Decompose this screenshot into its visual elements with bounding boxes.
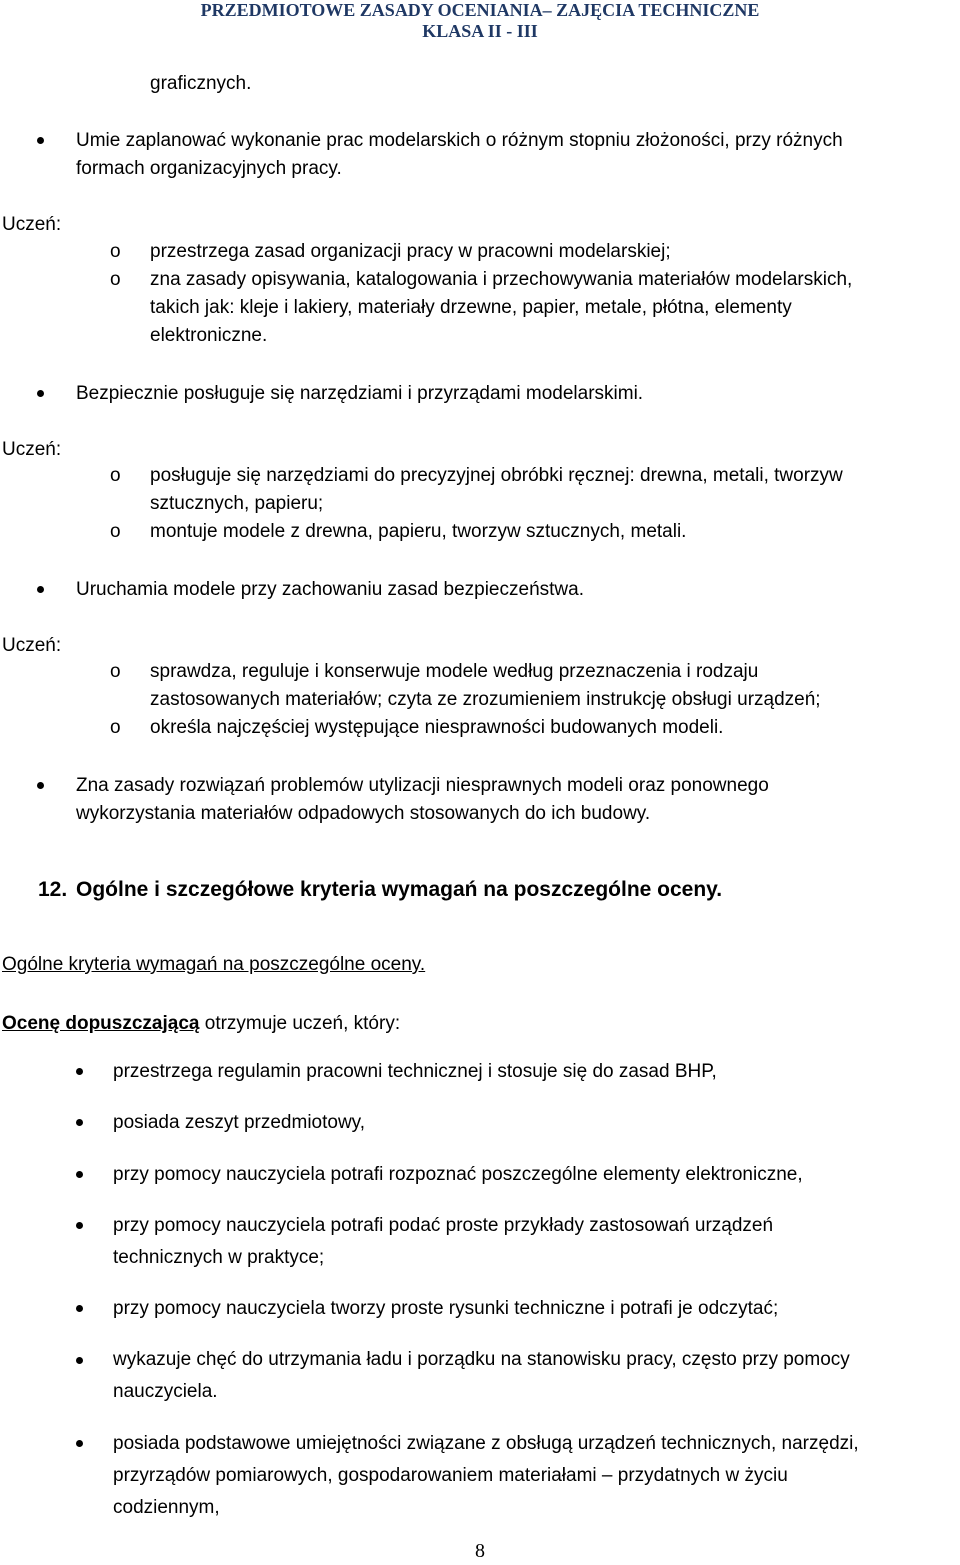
- bullet-recycle-line1: Zna zasady rozwiązań problemów utylizacji niesprawnych modeli oraz ponownego: [76, 775, 769, 796]
- section-title: Ogólne i szczegółowe kryteria wymagań na poszczególne oceny.: [76, 878, 723, 901]
- block2-item1-line2: sztucznych, papieru;: [150, 493, 324, 514]
- criteria-item-7-line3: codziennym,: [113, 1497, 220, 1518]
- uczen-label: Uczeń:: [2, 635, 62, 656]
- bullet-icon: [37, 390, 44, 397]
- circle-bullet-icon: o: [110, 465, 121, 486]
- bullet-icon: [76, 1222, 83, 1229]
- header-class: KLASA II - III: [422, 21, 538, 41]
- bullet-icon: [37, 782, 44, 789]
- header-title: PRZEDMIOTOWE ZASADY OCENIANIA– ZAJĘCIA TECHNICZNE: [200, 0, 760, 20]
- block1-item2-line2: takich jak: kleje i lakiery, materiały drzewne, papier, metale, płótna, elementy: [150, 297, 792, 318]
- criteria-item-5: przy pomocy nauczyciela tworzy proste rysunki techniczne i potrafi je odczytać;: [113, 1298, 779, 1319]
- criteria-item-7-line1: posiada podstawowe umiejętności związane z obsługą urządzeń technicznych, narzędzi,: [113, 1433, 859, 1454]
- block1-item2-line1: zna zasady opisywania, katalogowania i przechowywania materiałów modelarskich,: [150, 269, 853, 290]
- block3-item1-line1: sprawdza, reguluje i konserwuje modele według przeznaczenia i rodzaju: [150, 661, 759, 682]
- criteria-item-1: przestrzega regulamin pracowni technicznej i stosuje się do zasad BHP,: [113, 1061, 717, 1082]
- circle-bullet-icon: o: [110, 241, 121, 262]
- criteria-item-4-line2: technicznych w praktyce;: [113, 1247, 325, 1268]
- criteria-item-6-line1: wykazuje chęć do utrzymania ładu i porządku na stanowisku pracy, często przy pomocy: [113, 1349, 850, 1370]
- uczen-label: Uczeń:: [2, 214, 62, 235]
- bullet-icon: [37, 586, 44, 593]
- bullet-plan-line2: formach organizacyjnych pracy.: [76, 158, 342, 179]
- criteria-item-4-line1: przy pomocy nauczyciela potrafi podać proste przykłady zastosowań urządzeń: [113, 1215, 774, 1236]
- page-number: 8: [475, 1540, 485, 1562]
- criteria-item-7-line2: przyrządów pomiarowych, gospodarowaniem materiałami – przydatnych w życiu: [113, 1465, 788, 1486]
- block3-item1-line2: zastosowanych materiałów; czyta ze zrozumieniem instrukcję obsługi urządzeń;: [150, 689, 821, 710]
- block1-item1: przestrzega zasad organizacji pracy w pracowni modelarskiej;: [150, 241, 671, 262]
- subsection-title: Ogólne kryteria wymagań na poszczególne oceny.: [2, 954, 426, 975]
- bullet-icon: [76, 1171, 83, 1178]
- bullet-safe: Bezpiecznie posługuje się narzędziami i przyrządami modelarskimi.: [76, 383, 644, 404]
- circle-bullet-icon: o: [110, 661, 121, 682]
- block2-item2: montuje modele z drewna, papieru, tworzyw sztucznych, metali.: [150, 521, 687, 542]
- bullet-recycle-line2: wykorzystania materiałów odpadowych stosowanych do ich budowy.: [76, 803, 651, 824]
- grade-name: Ocenę dopuszczającą: [2, 1013, 200, 1034]
- continued-text: graficznych.: [150, 73, 252, 94]
- criteria-item-6-line2: nauczyciela.: [113, 1381, 218, 1402]
- circle-bullet-icon: o: [110, 269, 121, 290]
- block3-item2: określa najczęściej występujące niesprawności budowanych modeli.: [150, 717, 724, 738]
- uczen-label: Uczeń:: [2, 439, 62, 460]
- bullet-icon: [76, 1440, 83, 1447]
- circle-bullet-icon: o: [110, 717, 121, 738]
- grade-intro: [2, 1010, 400, 1038]
- criteria-item-2: posiada zeszyt przedmiotowy,: [113, 1112, 366, 1133]
- bullet-run: Uruchamia modele przy zachowaniu zasad bezpieczeństwa.: [76, 579, 584, 600]
- bullet-plan-line1: Umie zaplanować wykonanie prac modelarskich o różnym stopniu złożoności, przy różnych: [76, 130, 843, 151]
- bullet-icon: [76, 1357, 83, 1364]
- bullet-icon: [76, 1305, 83, 1312]
- criteria-item-3: przy pomocy nauczyciela potrafi rozpoznać poszczególne elementy elektroniczne,: [113, 1164, 803, 1185]
- block1-item2-line3: elektroniczne.: [150, 325, 268, 346]
- section-number: 12.: [38, 878, 68, 901]
- circle-bullet-icon: o: [110, 521, 121, 542]
- bullet-icon: [37, 137, 44, 144]
- bullet-icon: [76, 1068, 83, 1075]
- bullet-icon: [76, 1119, 83, 1126]
- block2-item1-line1: posługuje się narzędziami do precyzyjnej obróbki ręcznej: drewna, metali, tworzyw: [150, 465, 843, 486]
- grade-intro-rest: otrzymuje uczeń, który:: [199, 1013, 401, 1034]
